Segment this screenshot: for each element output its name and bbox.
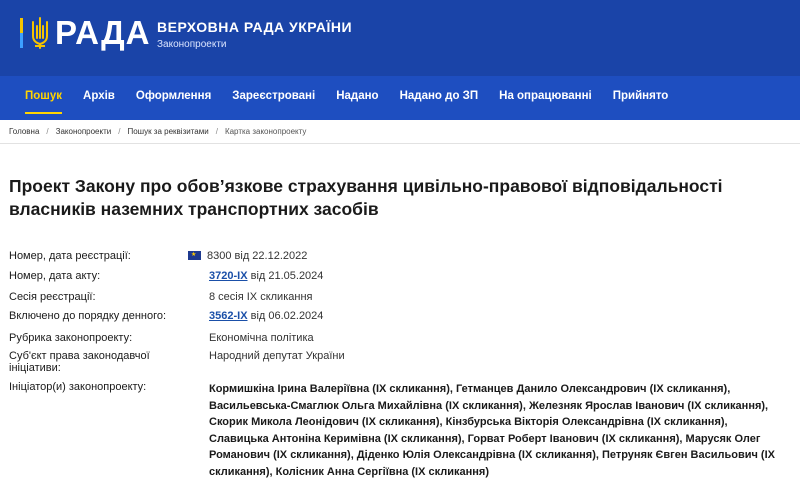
eu-flag-icon <box>188 251 201 260</box>
flag-stripe <box>20 18 23 48</box>
act-date: від 21.05.2024 <box>250 270 324 282</box>
rubric-value: Економічна політика <box>209 332 314 344</box>
breadcrumb-bills[interactable]: Законопроекти <box>55 127 112 136</box>
nav-item-processing[interactable]: На опрацюванні <box>499 90 592 102</box>
initiators-value: Кормишкіна Ірина Валеріївна (IX скликання), Гетманцев Данило Олександрович (IX скликання), Васильевська-Смаглюк Ольга Михайлівна (IX скликання), Железняк Ярослав Іванович (IX скликання), Скорик Микола Леонідович (IX скликання), Кінзбурська Вікторія Олександрівна (IX скликання), Славицька Антоніна Керимівна (IX скликання), Горват Роберт Іванович (IX скликання), Марусяк Олег Романович (IX скликання), Діденко Юлія Олександрівна (IX скликання), Петруняк Євген Васильович (IX скликання), Колісник Анна Сергіївна (IX скликання) <box>209 383 775 478</box>
act-number-link[interactable]: 3720-IX <box>209 270 248 282</box>
site-header <box>0 0 800 76</box>
subject-value: Народний депутат України <box>209 350 345 362</box>
site-logo[interactable] <box>20 16 151 50</box>
breadcrumb-search[interactable]: Пошук за реквізитами <box>127 127 209 136</box>
nav-item-drafting[interactable]: Оформлення <box>135 90 212 102</box>
act-value-wrap <box>209 270 323 282</box>
breadcrumb <box>9 127 306 136</box>
main-nav <box>0 76 800 120</box>
page-title: Проект Закону про обов’язкове страхування цивільно-правової відповідальності власників наземних транспортних засобів <box>9 176 723 219</box>
act-label: Номер, дата акту: <box>9 270 101 282</box>
agenda-date: від 06.02.2024 <box>250 310 324 322</box>
breadcrumb-current: Картка законопроекту <box>224 127 307 136</box>
nav-item-search[interactable]: Пошук <box>25 76 62 120</box>
org-block <box>157 19 352 50</box>
subject-label: Суб'єкт права законодавчої ініціативи: <box>9 350 150 374</box>
registration-value-wrap <box>188 250 307 262</box>
initiators-label: Ініціатор(и) законопроекту: <box>9 381 147 393</box>
divider <box>0 143 800 144</box>
nav-item-adopted[interactable]: Прийнято <box>612 90 669 102</box>
breadcrumb-home[interactable]: Головна <box>9 127 40 136</box>
org-subtitle: Законопроекти <box>157 39 227 50</box>
nav-item-submitted-zp[interactable]: Надано до ЗП <box>399 90 479 102</box>
logo-text: РАДА <box>55 14 151 51</box>
nav-item-registered[interactable]: Зареєстровані <box>232 90 316 102</box>
nav-item-submitted[interactable]: Надано <box>336 90 379 102</box>
registration-value: 8300 від 22.12.2022 <box>207 250 308 262</box>
registration-label: Номер, дата реєстрації: <box>9 250 131 262</box>
agenda-value-wrap <box>209 310 323 322</box>
agenda-label: Включено до порядку денного: <box>9 310 167 322</box>
nav-item-archive[interactable]: Архів <box>83 90 115 102</box>
breadcrumb-separator: / <box>215 127 218 136</box>
trident-icon <box>29 16 51 50</box>
org-name: ВЕРХОВНА РАДА УКРАЇНИ <box>157 19 353 35</box>
agenda-number-link[interactable]: 3562-IX <box>209 310 248 322</box>
breadcrumb-separator: / <box>46 127 49 136</box>
rubric-label: Рубрика законопроекту: <box>9 332 133 344</box>
session-value: 8 сесія IX скликання <box>209 291 313 303</box>
session-label: Сесія реєстрації: <box>9 291 96 303</box>
breadcrumb-separator: / <box>118 127 121 136</box>
